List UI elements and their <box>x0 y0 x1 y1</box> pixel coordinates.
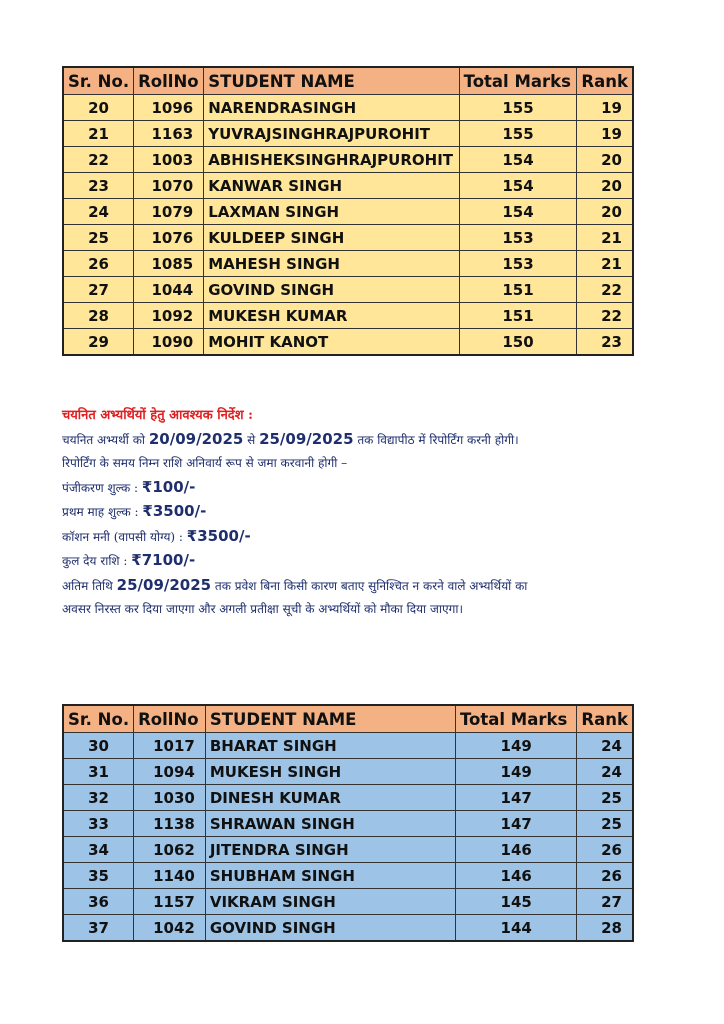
header-roll-no: RollNo <box>134 705 206 733</box>
table-row <box>63 837 633 863</box>
total-marks-cell: 155 <box>459 95 577 121</box>
total-marks-cell: 144 <box>455 915 576 942</box>
fee-amount: ₹100/- <box>141 477 196 496</box>
table-row <box>63 329 633 356</box>
header-total-marks: Total Marks <box>455 705 576 733</box>
table-row <box>63 225 633 251</box>
rank-cell: 20 <box>577 199 633 225</box>
roll-no-cell: 1030 <box>134 785 206 811</box>
total-marks-cell: 149 <box>455 733 576 759</box>
instructions-heading: चयनित अभ्यर्थियों हेतु आवश्यक निर्देश : <box>62 408 253 423</box>
text: तक प्रवेश बिना किसी कारण बताए सुनिश्चित न करने वाले अभ्यर्थियों का <box>211 578 528 593</box>
student-name-cell: SHRAWAN SINGH <box>205 811 455 837</box>
roll-no-cell: 1085 <box>134 251 204 277</box>
table-row <box>63 277 633 303</box>
rank-cell: 23 <box>577 329 633 356</box>
table-row <box>63 915 633 942</box>
rank-cell: 26 <box>577 837 633 863</box>
header-rank: Rank <box>577 67 633 95</box>
selection-instructions <box>62 404 682 622</box>
fee-label: कुल देय राशि : <box>62 554 132 568</box>
fee-first-month <box>62 500 682 525</box>
table-row <box>63 889 633 915</box>
table-row <box>63 251 633 277</box>
sr-no-cell: 30 <box>63 733 134 759</box>
rank-cell: 19 <box>577 95 633 121</box>
student-name-cell: DINESH KUMAR <box>205 785 455 811</box>
total-marks-cell: 145 <box>455 889 576 915</box>
sr-no-cell: 26 <box>63 251 134 277</box>
deposit-note: रिपोर्टिंग के समय निम्न राशि अनिवार्य रूप से जमा करवानी होगी – <box>62 456 348 470</box>
table-row <box>63 199 633 225</box>
roll-no-cell: 1017 <box>134 733 206 759</box>
roll-no-cell: 1138 <box>134 811 206 837</box>
start-date: 20/09/2025 <box>148 429 244 448</box>
rank-cell: 22 <box>577 303 633 329</box>
fee-amount: ₹3500/- <box>142 502 207 520</box>
header-student-name: STUDENT NAME <box>204 67 459 95</box>
rank-cell: 22 <box>577 277 633 303</box>
student-name-cell: GOVIND SINGH <box>204 277 459 303</box>
header-sr-no: Sr. No. <box>63 705 134 733</box>
header-sr-no: Sr. No. <box>63 67 134 95</box>
table-header-row <box>63 705 633 733</box>
sr-no-cell: 33 <box>63 811 134 837</box>
rank-cell: 25 <box>577 811 633 837</box>
total-marks-cell: 151 <box>459 303 577 329</box>
deadline-line <box>62 574 682 599</box>
sr-no-cell: 36 <box>63 889 134 915</box>
total-marks-cell: 153 <box>459 225 577 251</box>
waitlist-note: अवसर निरस्त कर दिया जाएगा और अगली प्रतीक्षा सूची के अभ्यर्थियों को मौका दिया जाएगा। <box>62 602 464 616</box>
student-name-cell: KULDEEP SINGH <box>204 225 459 251</box>
rank-cell: 28 <box>577 915 633 942</box>
roll-no-cell: 1079 <box>134 199 204 225</box>
text: अतिम तिथि <box>62 578 117 593</box>
total-marks-cell: 154 <box>459 199 577 225</box>
sr-no-cell: 28 <box>63 303 134 329</box>
student-name-cell: VIKRAM SINGH <box>205 889 455 915</box>
table-row <box>63 95 633 121</box>
roll-no-cell: 1163 <box>134 121 204 147</box>
rank-cell: 27 <box>577 889 633 915</box>
roll-no-cell: 1090 <box>134 329 204 356</box>
table-row <box>63 785 633 811</box>
fee-registration <box>62 476 682 501</box>
sr-no-cell: 24 <box>63 199 134 225</box>
roll-no-cell: 1044 <box>134 277 204 303</box>
student-name-cell: MAHESH SINGH <box>204 251 459 277</box>
roll-no-cell: 1042 <box>134 915 206 942</box>
total-marks-cell: 151 <box>459 277 577 303</box>
student-name-cell: NARENDRASINGH <box>204 95 459 121</box>
header-roll-no: RollNo <box>134 67 204 95</box>
deadline-date: 25/09/2025 <box>116 575 212 594</box>
roll-no-cell: 1003 <box>134 147 204 173</box>
roll-no-cell: 1096 <box>134 95 204 121</box>
header-student-name: STUDENT NAME <box>205 705 455 733</box>
table-header-row <box>63 67 633 95</box>
reporting-dates-line <box>62 428 682 453</box>
table-row <box>63 121 633 147</box>
total-marks-cell: 155 <box>459 121 577 147</box>
roll-no-cell: 1157 <box>134 889 206 915</box>
student-name-cell: GOVIND SINGH <box>205 915 455 942</box>
roll-no-cell: 1076 <box>134 225 204 251</box>
student-name-cell: LAXMAN SINGH <box>204 199 459 225</box>
sr-no-cell: 22 <box>63 147 134 173</box>
merit-table-1 <box>62 66 634 356</box>
student-name-cell: MOHIT KANOT <box>204 329 459 356</box>
student-name-cell: JITENDRA SINGH <box>205 837 455 863</box>
student-name-cell: KANWAR SINGH <box>204 173 459 199</box>
rank-cell: 25 <box>577 785 633 811</box>
fee-total <box>62 549 682 574</box>
total-marks-cell: 154 <box>459 173 577 199</box>
fee-label: प्रथम माह शुल्क : <box>62 505 143 519</box>
total-marks-cell: 154 <box>459 147 577 173</box>
table-row <box>63 147 633 173</box>
sr-no-cell: 32 <box>63 785 134 811</box>
end-date: 25/09/2025 <box>259 429 354 448</box>
rank-cell: 20 <box>577 147 633 173</box>
student-name-cell: MUKESH SINGH <box>205 759 455 785</box>
total-marks-cell: 149 <box>455 759 576 785</box>
rank-cell: 26 <box>577 863 633 889</box>
fee-amount: ₹7100/- <box>131 551 196 569</box>
text: तक विद्यापीठ में रिपोर्टिंग करनी होगी। <box>353 432 519 447</box>
total-marks-cell: 153 <box>459 251 577 277</box>
roll-no-cell: 1140 <box>134 863 206 889</box>
sr-no-cell: 31 <box>63 759 134 785</box>
sr-no-cell: 34 <box>63 837 134 863</box>
table-row <box>63 811 633 837</box>
sr-no-cell: 27 <box>63 277 134 303</box>
student-name-cell: YUVRAJSINGHRAJPUROHIT <box>204 121 459 147</box>
sr-no-cell: 21 <box>63 121 134 147</box>
table-row <box>63 733 633 759</box>
total-marks-cell: 146 <box>455 837 576 863</box>
table-row <box>63 303 633 329</box>
fee-amount: ₹3500/- <box>186 526 251 545</box>
roll-no-cell: 1092 <box>134 303 204 329</box>
text: से <box>243 432 260 447</box>
sr-no-cell: 29 <box>63 329 134 356</box>
header-total-marks: Total Marks <box>459 67 577 95</box>
rank-cell: 21 <box>577 251 633 277</box>
table-row <box>63 173 633 199</box>
student-name-cell: SHUBHAM SINGH <box>205 863 455 889</box>
rank-cell: 21 <box>577 225 633 251</box>
total-marks-cell: 147 <box>455 811 576 837</box>
rank-cell: 24 <box>577 733 633 759</box>
table-row <box>63 863 633 889</box>
roll-no-cell: 1094 <box>134 759 206 785</box>
fee-caution-money <box>62 525 682 550</box>
table-row <box>63 759 633 785</box>
merit-table-2 <box>62 704 634 942</box>
student-name-cell: MUKESH KUMAR <box>204 303 459 329</box>
rank-cell: 20 <box>577 173 633 199</box>
total-marks-cell: 147 <box>455 785 576 811</box>
sr-no-cell: 20 <box>63 95 134 121</box>
text: चयनित अभ्यर्थी को <box>62 432 149 447</box>
student-name-cell: BHARAT SINGH <box>205 733 455 759</box>
rank-cell: 24 <box>577 759 633 785</box>
student-name-cell: ABHISHEKSINGHRAJPUROHIT <box>204 147 459 173</box>
roll-no-cell: 1070 <box>134 173 204 199</box>
fee-label: पंजीकरण शुल्क : <box>62 480 142 495</box>
fee-label: कॉशन मनी (वापसी योग्य) : <box>62 529 187 544</box>
sr-no-cell: 35 <box>63 863 134 889</box>
roll-no-cell: 1062 <box>134 837 206 863</box>
rank-cell: 19 <box>577 121 633 147</box>
sr-no-cell: 37 <box>63 915 134 942</box>
total-marks-cell: 150 <box>459 329 577 356</box>
sr-no-cell: 23 <box>63 173 134 199</box>
sr-no-cell: 25 <box>63 225 134 251</box>
total-marks-cell: 146 <box>455 863 576 889</box>
header-rank: Rank <box>577 705 633 733</box>
